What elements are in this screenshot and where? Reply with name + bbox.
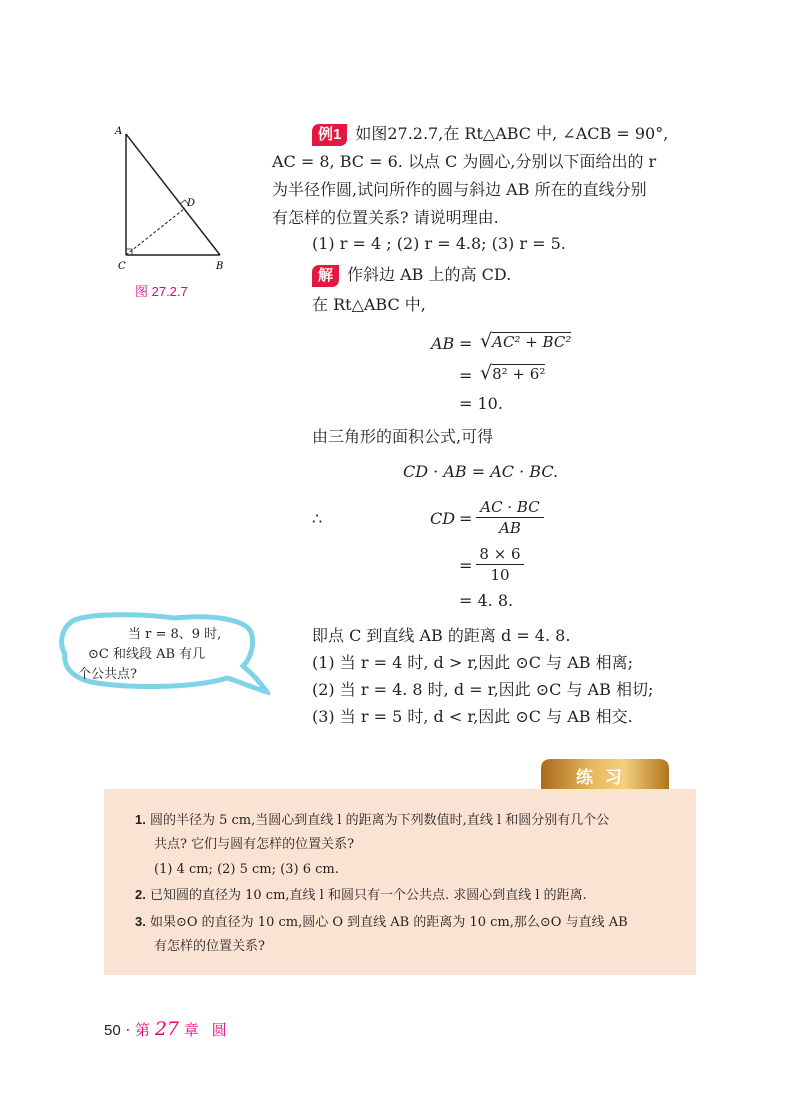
ab-lhs: AB [431, 334, 455, 353]
example-line-4: 有怎样的位置关系? 请说明理由. [272, 208, 499, 227]
exercise-q3-line1 [135, 913, 628, 932]
q1-text-1: 圆的半径为 5 cm,当圆心到直线 l 的距离为下列数值时,直线 l 和圆分别有几个公 [149, 813, 610, 828]
example-tag: 例1 [312, 124, 347, 146]
fraction-1 [476, 497, 544, 538]
fraction-2-numerator: 8 × 6 [476, 544, 524, 565]
page-footer [104, 1018, 227, 1040]
case-3: (3) 当 r = 5 时, d < r,因此 ⊙C 与 AB 相交. [312, 707, 633, 726]
fraction-1-denominator: AB [499, 519, 521, 537]
q3-number: 3. [135, 914, 146, 929]
example-text-1: 如图27.2.7,在 Rt△ABC 中, ∠ACB = 90°, [355, 124, 669, 143]
therefore-symbol: ∴ [312, 509, 323, 528]
eq-sign-2: = [459, 366, 473, 385]
side-ab [126, 134, 220, 255]
page-number: 50 [104, 1022, 121, 1039]
exercise-title: 练习 [576, 768, 634, 787]
label-a: A [115, 126, 123, 137]
distance-statement: 即点 C 到直线 AB 的距离 d = 4. 8. [312, 626, 571, 645]
area-equation: CD · AB = AC · BC. [403, 462, 559, 481]
q3-text-1: 如果⊙O 的直径为 10 cm,圆心 O 到直线 AB 的距离为 10 cm,那么⊙O 与直线 AB [149, 915, 628, 930]
example-line-2: AC = 8, BC = 6. 以点 C 为圆心,分别以下面给出的 r [272, 152, 657, 171]
q2-number: 2. [135, 887, 146, 902]
cd-result: = 4. 8. [459, 591, 514, 610]
chapter-suffix: 章 [183, 1021, 199, 1039]
label-d: D [187, 198, 196, 209]
eq-sign-1: = [459, 334, 473, 353]
solution-line-1 [312, 265, 511, 287]
solution-tag: 解 [312, 265, 339, 287]
eq-sign-4: = [459, 509, 473, 528]
exercise-q3-line2: 有怎样的位置关系? [154, 939, 265, 954]
callout-line-2: ⊙C 和线段 AB 有几 [88, 647, 206, 662]
triangle-figure [110, 120, 240, 280]
callout-text [72, 625, 252, 685]
figure-caption: 图 27.2.7 [135, 284, 188, 299]
callout-line-3: 个公共点? [78, 667, 137, 682]
exercise-q2-line1 [135, 886, 587, 905]
exercise-q1-line2: 共点? 它们与圆有怎样的位置关系? [154, 837, 355, 852]
sqrt-radicand-1: AC² + BC² [492, 333, 572, 351]
solution-text-1: 作斜边 AB 上的高 CD. [347, 265, 512, 284]
fraction-1-numerator: AC · BC [476, 497, 544, 518]
exercise-q1-line1 [135, 811, 609, 830]
eq-sign-5: = [459, 556, 473, 575]
label-b: B [216, 261, 224, 272]
exercise-q1-options: (1) 4 cm; (2) 5 cm; (3) 6 cm. [154, 862, 339, 877]
fraction-2-denominator: 10 [490, 566, 510, 584]
chapter-number: 27 [154, 1018, 180, 1040]
solution-line-2: 在 Rt△ABC 中, [312, 295, 426, 314]
sqrt-expr-1: √AC² + BC² [480, 330, 572, 352]
example-line-3: 为半径作圆,试问所作的圆与斜边 AB 所在的直线分别 [272, 180, 647, 199]
chapter-title: 圆 [211, 1021, 227, 1039]
example-options: (1) r = 4 ; (2) r = 4.8; (3) r = 5. [312, 234, 566, 253]
fraction-2 [476, 544, 524, 585]
q1-number: 1. [135, 812, 146, 827]
sqrt-radicand-2: 8² + 6² [492, 365, 546, 383]
case-1: (1) 当 r = 4 时, d > r,因此 ⊙C 与 AB 相离; [312, 653, 633, 672]
sqrt-expr-2: √8² + 6² [480, 362, 546, 384]
altitude-cd [126, 209, 184, 255]
label-c: C [118, 261, 126, 272]
callout-line-1: 当 r = 8、9 时, [128, 627, 222, 642]
chapter-prefix: 第 [135, 1021, 151, 1039]
example-line-1 [312, 124, 668, 146]
cd-lhs: CD [430, 509, 456, 528]
footer-dot: · [125, 1021, 131, 1039]
case-2: (2) 当 r = 4. 8 时, d = r,因此 ⊙C 与 AB 相切; [312, 680, 654, 699]
ab-result: = 10. [459, 394, 503, 413]
area-formula-text: 由三角形的面积公式,可得 [312, 427, 494, 446]
q2-text-1: 已知圆的直径为 10 cm,直线 l 和圆只有一个公共点. 求圆心到直线 l 的距离. [149, 888, 587, 903]
